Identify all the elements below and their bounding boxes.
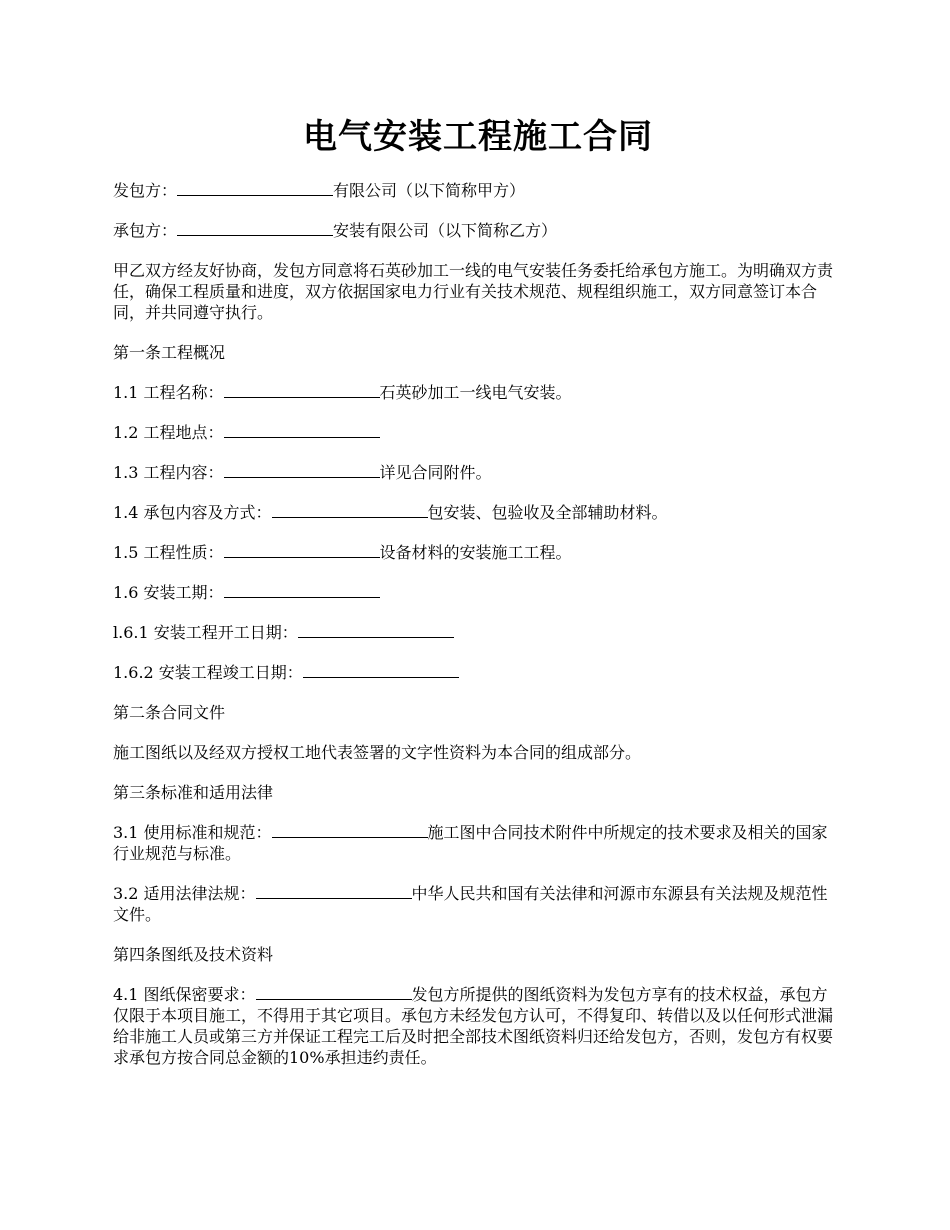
item-1-1-label: 1.1 工程名称： (113, 383, 224, 402)
article-4-heading: 第四条图纸及技术资料 (113, 945, 274, 964)
item-3-1-blank (272, 823, 428, 838)
item-1-5-suffix: 设备材料的安装施工工程。 (379, 543, 572, 562)
item-1-3-blank (224, 463, 380, 478)
item-1-2 (113, 422, 843, 443)
item-1-4-label: 1.4 承包内容及方式： (113, 503, 272, 522)
contract-title: 电气安装工程施工合同 (303, 117, 653, 157)
item-1-6-2 (113, 662, 843, 683)
item-1-1 (113, 382, 843, 403)
contract-page (113, 112, 843, 1087)
item-4-1 (113, 984, 843, 1068)
item-4-1-label: 4.1 图纸保密要求： (113, 985, 256, 1004)
item-1-6-2-label: 1.6.2 安装工程竣工日期： (113, 663, 303, 682)
party-a-label: 发包方： (113, 181, 178, 200)
item-1-3-suffix: 详见合同附件。 (379, 463, 492, 482)
item-1-2-blank (224, 423, 380, 438)
item-1-1-blank (224, 383, 380, 398)
item-1-6 (113, 582, 843, 603)
item-1-4 (113, 502, 843, 523)
party-b-label: 承包方： (113, 221, 178, 240)
article-2-heading: 第二条合同文件 (113, 703, 226, 722)
party-a-suffix: 有限公司（以下简称甲方） (333, 181, 526, 200)
item-1-6-blank (224, 583, 380, 598)
item-1-5 (113, 542, 843, 563)
item-1-1-suffix: 石英砂加工一线电气安装。 (379, 383, 572, 402)
item-3-2 (113, 883, 843, 925)
item-1-2-label: 1.2 工程地点： (113, 423, 224, 442)
item-1-6-1-label: l.6.1 安装工程开工日期： (113, 623, 298, 642)
item-1-3 (113, 462, 843, 483)
item-1-6-label: 1.6 安装工期： (113, 583, 224, 602)
party-a-blank (177, 181, 333, 196)
article-1-heading: 第一条工程概况 (113, 343, 226, 362)
item-1-5-blank (224, 543, 380, 558)
item-4-1-blank (256, 985, 412, 1000)
item-1-4-blank (272, 503, 428, 518)
item-3-1-label: 3.1 使用标准和规范： (113, 823, 272, 842)
party-b-blank (177, 221, 333, 236)
item-1-6-1-blank (298, 623, 454, 638)
party-b-suffix: 安装有限公司（以下简称乙方） (333, 221, 558, 240)
intro-paragraph: 甲乙双方经友好协商，发包方同意将石英砂加工一线的电气安装任务委托给承包方施工。为明确双方责任，确保工程质量和进度，双方依据国家电力行业有关技术规范、规程组织施工，双方同意签订本合同，并共同遵守执行。 (113, 261, 834, 322)
party-b-line (113, 220, 843, 241)
item-1-5-label: 1.5 工程性质： (113, 543, 224, 562)
item-3-2-label: 3.2 适用法律法规： (113, 884, 256, 903)
item-4-1-suffix: 发包方所提供的图纸资料为发包方享有的技术权益，承包方仅限于本项目施工，不得用于其它项目。承包方未经发包方认可，不得复印、转借以及以任何形式泄漏给非施工人员或第三方并保证工程完工后及时把全部技术图纸资料归还给发包方，否则，发包方有权要求承包方按合同总金额的10%承担违约责任。 (113, 985, 834, 1067)
article-3-heading: 第三条标准和适用法律 (113, 783, 274, 802)
party-a-line (113, 180, 843, 201)
item-1-6-2-blank (303, 663, 459, 678)
item-1-6-1 (113, 622, 843, 643)
item-1-4-suffix: 包安装、包验收及全部辅助材料。 (427, 503, 668, 522)
item-1-3-label: 1.3 工程内容： (113, 463, 224, 482)
item-3-2-suffix: 中华人民共和国有关法律和河源市东源县有关法规及规范性文件。 (113, 884, 828, 924)
article-2-text: 施工图纸以及经双方授权工地代表签署的文字性资料为本合同的组成部分。 (113, 743, 642, 762)
item-3-2-blank (256, 884, 412, 899)
item-3-1 (113, 822, 843, 864)
item-3-1-suffix: 施工图中合同技术附件中所规定的技术要求及相关的国家行业规范与标准。 (113, 823, 828, 863)
